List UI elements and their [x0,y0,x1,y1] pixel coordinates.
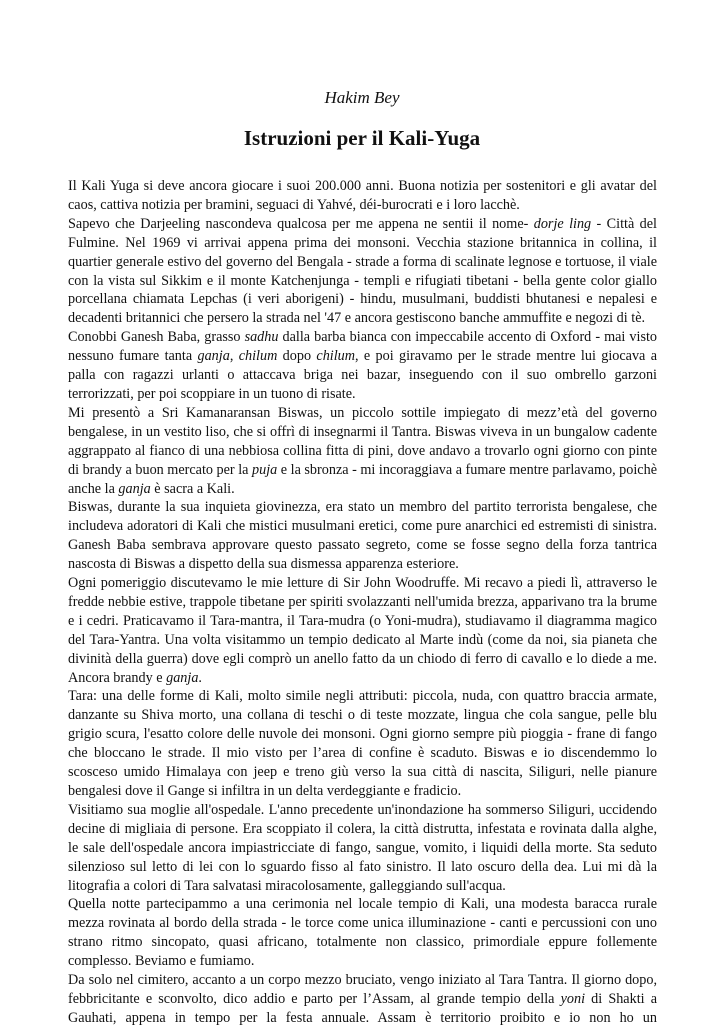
document-body [68,177,657,1028]
paragraph [68,687,657,800]
paragraph [68,801,657,896]
text-run: e la sbronza - mi incoraggiava a fumare mentre parlavamo, poichè anche la [68,461,657,497]
italic-term: dorje ling [533,215,592,232]
text-run: di Shakti a Gauhati, appena in tempo per la festa annuale. Assam è territorio proibito e io non ho un [68,990,658,1026]
italic-term: chilum [238,348,278,365]
text-run: Quella notte partecipammo a una cerimonia nel locale tempio di Kali, una modesta baracca rurale mezza rovinata al bordo della strada - le torce come unica illuminazione - canti e percussioni con uno strano ritmo sincopato, quasi africano, totalmente non classico, primordiale eppure follemente complesso. Beviamo e fumiamo. [68,896,657,970]
paragraph [68,177,657,215]
italic-term: yoni [560,990,586,1007]
text-run: Visitiamo sua moglie all'ospedale. L'anno precedente un'inondazione ha sommerso Siliguri, uccidendo decine di migliaia di persone. Era scoppiato il colera, la città distrutta, infestata e rovinata dalla alghe, le sale dell'ospedale ancora impiastricciate di fango, sangue, vomito, i liquidi della morte. Sta seduto silenzioso sul letto di lei con lo sguardo fisso al fato sinistro. Il lato oscuro della dea. Lui mi dà la litografia a colori di Tara salvatasi miracolosamente, galleggiando sull'acqua. [68,801,657,894]
text-run: Mi presentò a Sri Kamanaransan Biswas, un piccolo sottile impiegato di mezz’età del governo bengalese, in un vestito liso, che si offrì di insegnarmi il Tantra. Biswas viveva in un bungalow cadente aggrappato al fianco di una nebbiosa collina fitta di pini, dove andavo a trovarlo ogni giorno con pinte di brandy a buon mercato per la [68,404,657,478]
paragraph [68,574,657,687]
italic-term: puja [252,461,278,478]
document-title: Istruzioni per il Kali-Yuga [243,126,481,150]
paragraph [68,328,657,404]
text-run: Tara: una delle forme di Kali, molto simile negli attributi: piccola, nuda, con quattro braccia armate, danzante su Shiva morto, una collana di teschi o di teste mozzate, lingua che cola sangue, pelle blu grigio scura, l'esatto colore delle nuvole dei monsoni. Ogni giorno sempre più pioggia - frane di fango che bloccano le strade. Il mio visto per l’area di confine è scaduto. Biswas e io discendemmo lo scosceso umido Himalaya con jeep e treno giù verso la sua città di nascita, Siliguri, nelle pianure bengalesi dove il Gange si infiltra in un delta verdeggiante e fradicio. [68,688,657,799]
text-run: - Città del Fulmine. Nel 1969 vi arrivai appena prima dei monsoni. Vecchia stazione britannica in collina, il quartier generale estivo del governo del Bengala - strade a forma di scalinate legnose e tortuose, il viale con la vista sul Sikkim e il monte Katchenjunga - templi e rifugiati tibetani - bella gente color giallo porcellana chiamata Lepchas (i veri aborigeni) - hindu, musulmani, buddisti bhutanesi e nepalesi e decadenti britannici che persero la strada nel '47 e ancora gestiscono banche ammuffite e negozi di tè. [68,215,657,327]
text-run: Ogni pomeriggio discutevamo le mie letture di Sir John Woodruffe. Mi recavo a piedi lì, attraverso le fredde nebbie estive, trappole tibetane per spiriti svolazzanti nell'umida brezza, apparivano tra la brume e i cedri. Praticavamo il Tara-mantra, il Tara-mudra (o Yoni-mudra), studiavamo il diagramma magico del Tara-Yantra. Una volta visitammo un tempio dedicato al Marte indù (come da noi, sia pianeta che divinità della guerra) dove egli comprò un anello fatto da un chiodo di ferro di cavallo e lo diede a me. Ancora brandy e [68,575,657,686]
paragraph [68,215,657,328]
paragraph [68,971,657,1028]
paragraph [68,404,657,499]
text-run: Biswas, durante la sua inquieta giovinezza, era stato un membro del partito terrorista bengalese, che includeva adoratori di Kali che mistici musulmani eretici, come pure anarchici ed estremisti di sinistra. Ganesh Baba sembrava approvare questo passato segreto, come se fosse segno della forza tantrica nascosta di Biswas a dispetto della sua dismessa apparenza esteriore. [68,499,657,573]
text-run: Sapevo che Darjeeling nascondeva qualcosa per me appena ne sentii il nome- [68,215,534,232]
text-run: è sacra a Kali. [150,480,235,497]
paragraph [68,895,657,971]
paragraph [68,498,657,574]
text-run: . [198,669,202,686]
italic-term: ganja [118,480,151,497]
text-run: Il Kali Yuga si deve ancora giocare i suoi 200.000 anni. Buona notizia per sostenitori e gli avatar del caos, cattiva notizia per bramini, seguaci di Yahvé, déi-burocrati e i loro lacchè. [68,178,657,213]
italic-term: ganja [166,669,199,686]
text-run: dalla barba bianca con impeccabile accento di Oxford - mai visto nessuno fumare tanta [68,329,657,365]
italic-term: chilum [316,348,356,365]
italic-term: sadhu [244,329,279,346]
text-run: , [229,348,239,365]
text-run: Da solo nel cimitero, accanto a un corpo mezzo bruciato, vengo iniziato al Tara Tantra. Il giorno dopo, febbricitante e sconvolto, dico addio e parto per l’Assam, al grande tempio della [68,972,657,1007]
text-run: Conobbi Ganesh Baba, grasso [68,329,245,346]
italic-term: ganja [197,348,230,365]
author-name: Hakim Bey [324,88,400,107]
text-run: dopo [277,348,317,365]
text-run: , e poi giravamo per le strade mentre lui giocava a palla con ragazzi urlanti o attaccava briga nei bazar, inseguendo con il suo ombrello garzoni terrorizzati, per poi scoppiare in un tuono di risate. [68,348,657,402]
